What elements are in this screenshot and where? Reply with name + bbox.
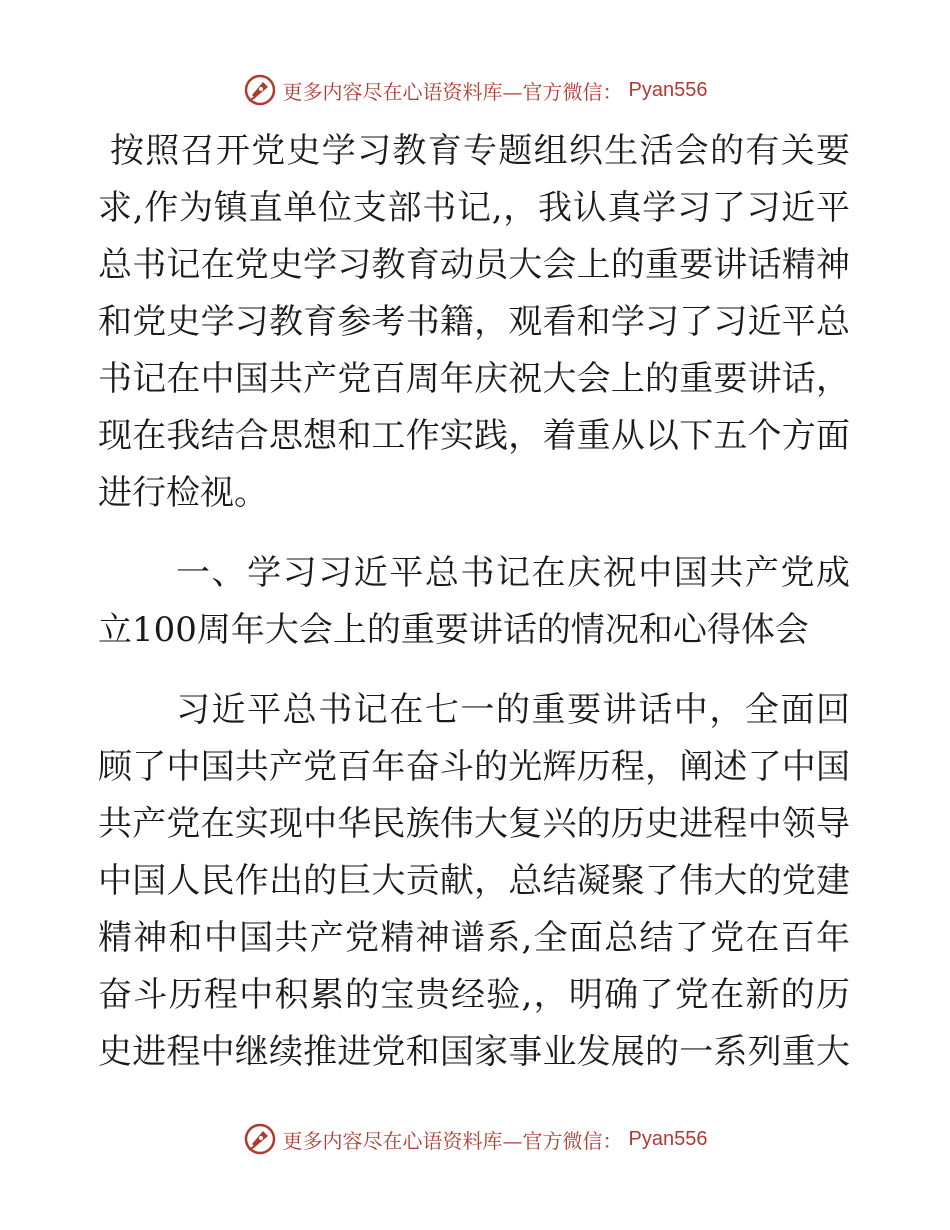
paragraph-3-line-1: 习近平总书记在七一的重要讲话中，全面回 <box>176 690 850 730</box>
watermark-wechat-id: Pyan556 <box>628 78 708 101</box>
paragraph-1-line-3: 总书记在党史学习教育动员大会上的重要讲话精神 <box>98 245 850 285</box>
paragraph-1-line-2: 求,作为镇直单位支部书记,，我认真学习了习近平 <box>98 188 850 228</box>
paragraph-1-line-7: 进行检视。 <box>98 473 268 513</box>
footer-watermark <box>0 1119 950 1159</box>
paragraph-3-line-3: 共产党在实现中华民族伟大复兴的历史进程中领导 <box>98 804 850 844</box>
pen-nib-logo-icon <box>243 73 277 107</box>
paragraph-3-line-2: 顾了中国共产党百年奋斗的光辉历程，阐述了中国 <box>98 747 850 787</box>
paragraph-1-line-5: 书记在中国共产党百周年庆祝大会上的重要讲话， <box>98 359 850 399</box>
section-heading-line-2: 立100周年大会上的重要讲话的情况和心得体会 <box>98 610 809 650</box>
document-body <box>98 123 850 1081</box>
watermark-wechat-id: Pyan556 <box>628 1127 708 1150</box>
paragraph-3-line-7: 史进程中继续推进党和国家事业发展的一系列重大 <box>98 1032 850 1072</box>
header-watermark <box>0 70 950 110</box>
paragraph-1-line-6: 现在我结合思想和工作实践，着重从以下五个方面 <box>98 416 850 456</box>
watermark-text: 更多内容尽在心语资料库—官方微信： <box>282 79 623 104</box>
paragraph-gap <box>98 522 850 545</box>
paragraph-1-line-1: 按照召开党史学习教育专题组织生活会的有关要 <box>110 131 850 171</box>
watermark-text: 更多内容尽在心语资料库—官方微信： <box>282 1128 623 1153</box>
pen-nib-logo-icon <box>243 1122 277 1156</box>
paragraph-3-line-4: 中国人民作出的巨大贡献，总结凝聚了伟大的党建 <box>98 861 850 901</box>
paragraph-3-line-5: 精神和中国共产党精神谱系,全面总结了党在百年 <box>98 918 850 958</box>
paragraph-gap <box>98 659 850 682</box>
section-heading-line-1: 一、学习习近平总书记在庆祝中国共产党成 <box>176 553 850 593</box>
paragraph-3-line-6: 奋斗历程中积累的宝贵经验,，明确了党在新的历 <box>98 975 850 1015</box>
paragraph-1-line-4: 和党史学习教育参考书籍，观看和学习了习近平总 <box>98 302 850 342</box>
